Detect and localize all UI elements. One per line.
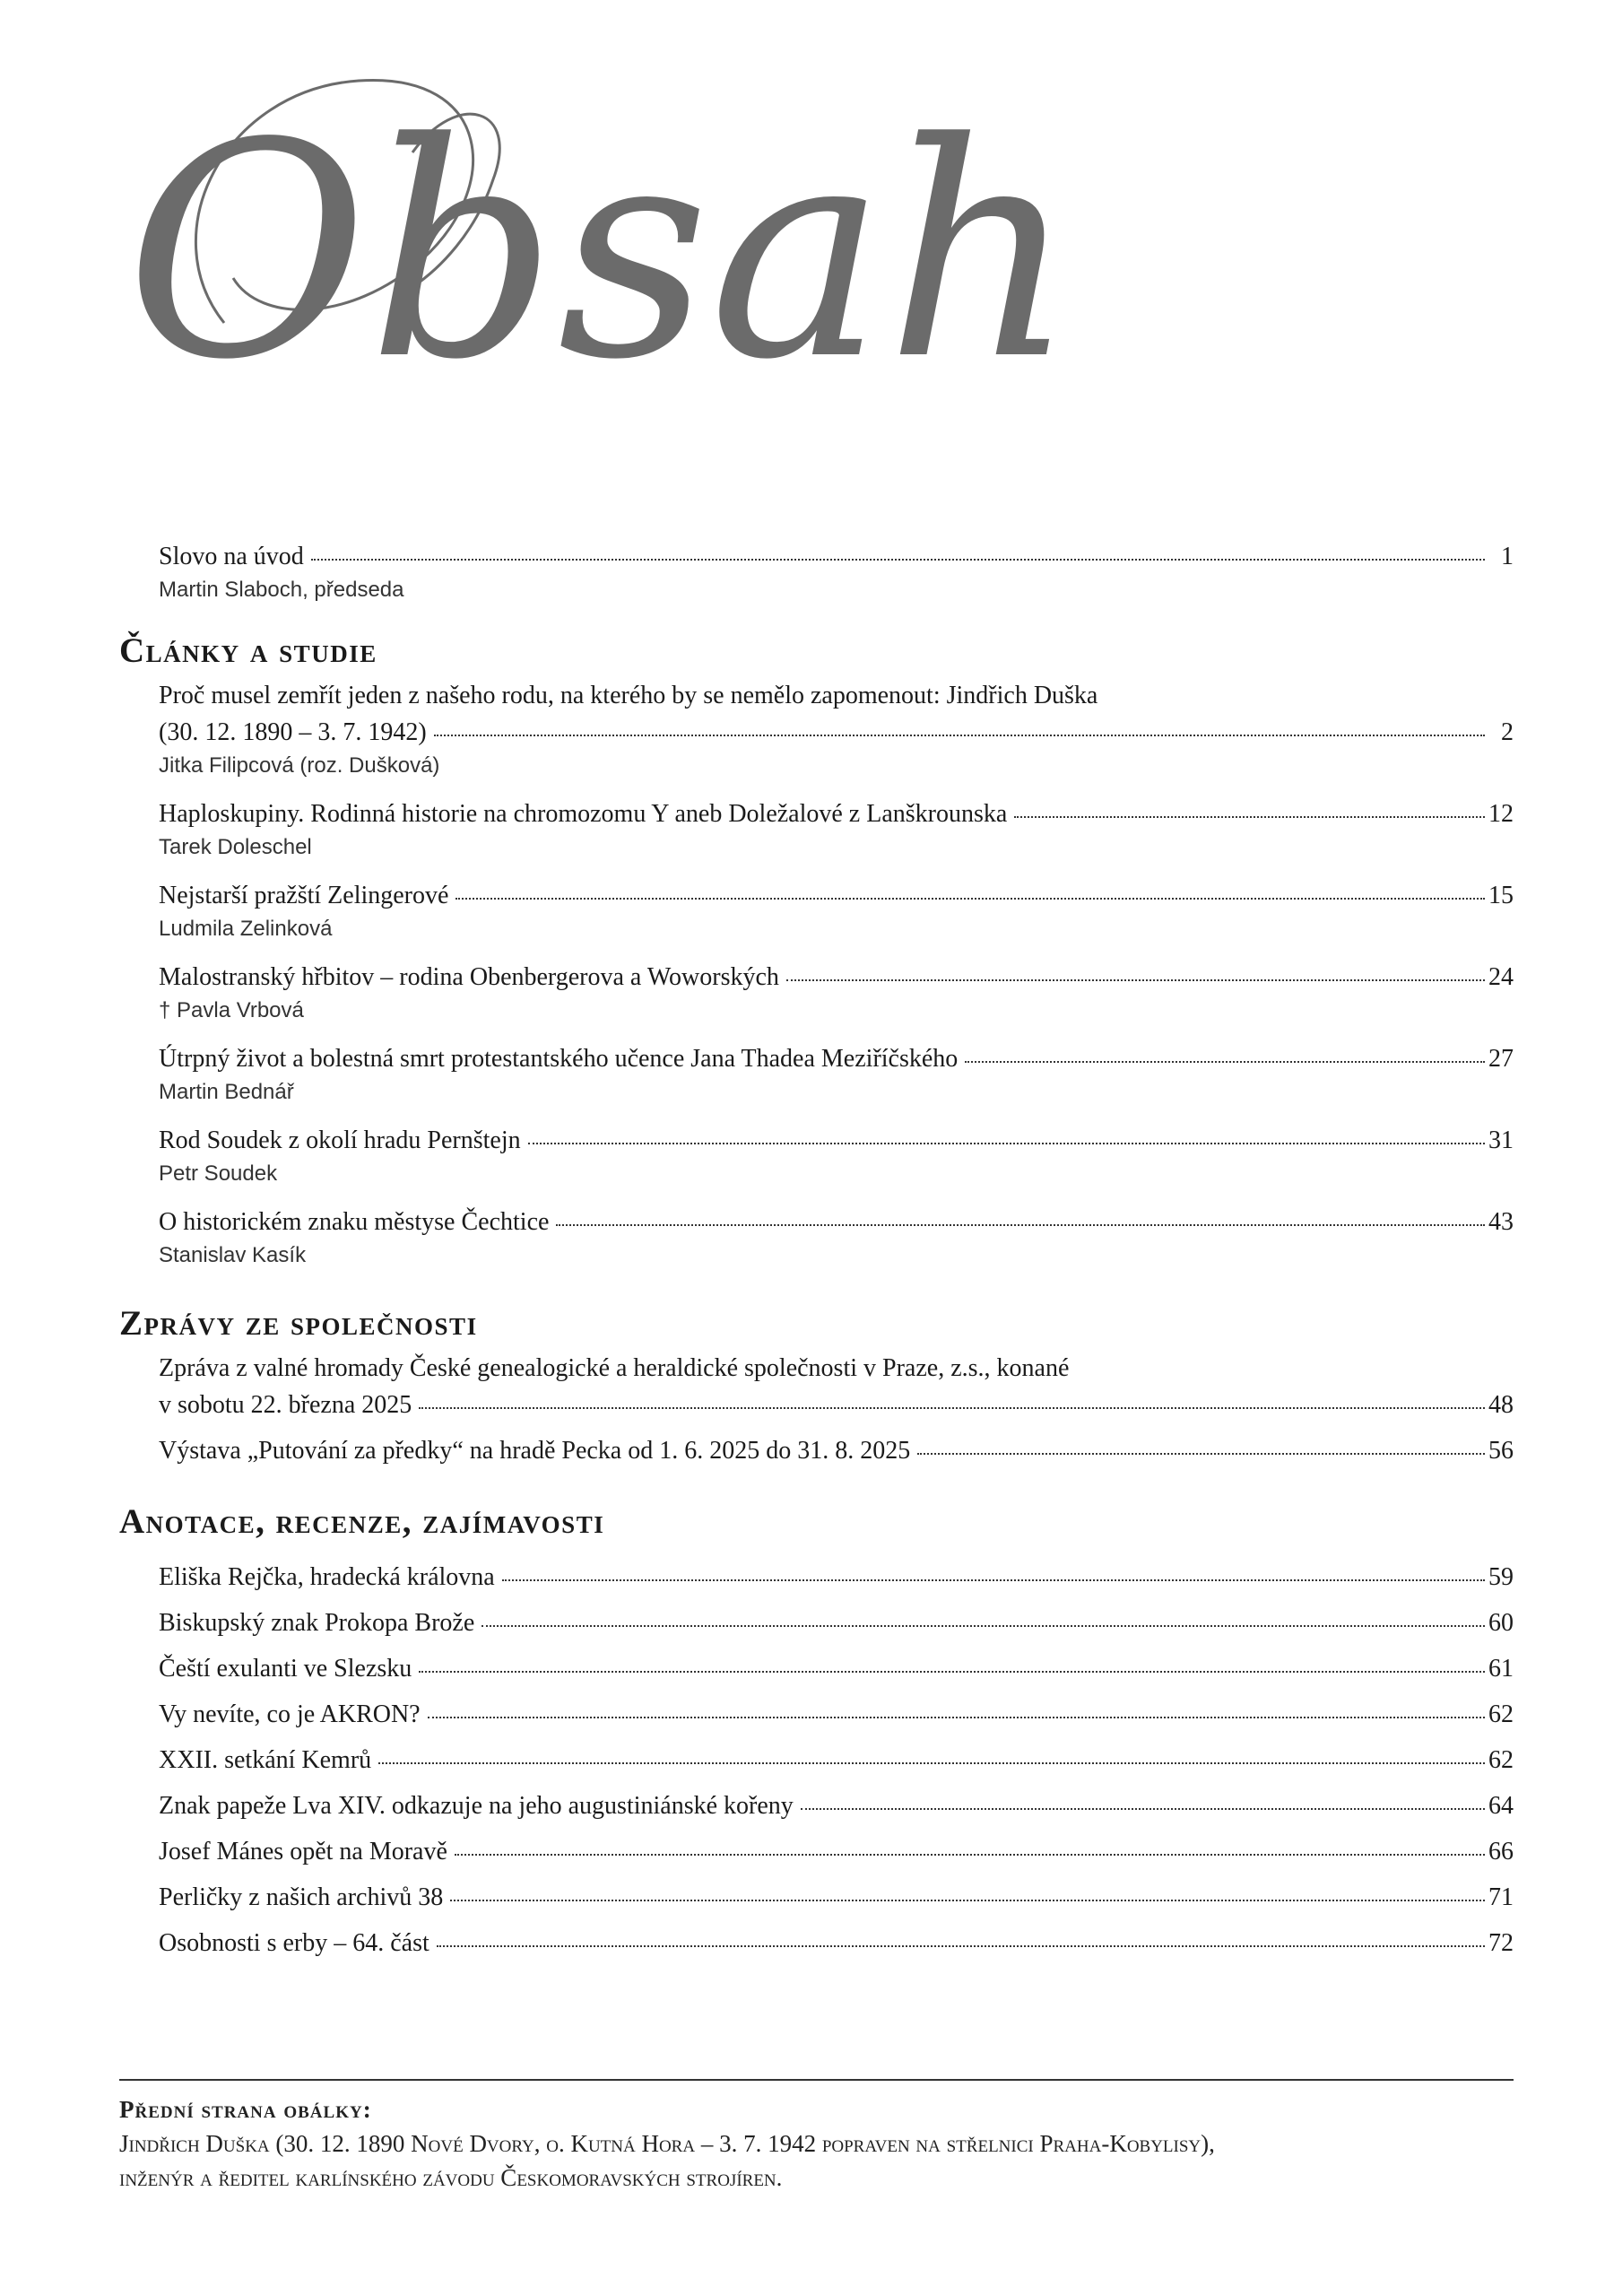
dot-leader <box>437 1944 1485 1947</box>
entry-title: Nejstarší pražští Zelingerové <box>159 882 449 909</box>
dot-leader <box>801 1807 1485 1810</box>
entry-author: Petr Soudek <box>159 1161 278 1186</box>
entry-title: Slovo na úvod <box>159 543 304 570</box>
entry-page: 64 <box>1488 1792 1514 1820</box>
toc-entry[interactable] <box>159 1742 1514 1779</box>
toc-entry[interactable] <box>159 1787 1514 1824</box>
entry-title: XXII. setkání Kemrů <box>159 1746 372 1774</box>
entry-title: Eliška Rejčka, hradecká královna <box>159 1563 495 1591</box>
toc-entry[interactable] <box>159 796 1514 863</box>
dot-leader <box>786 978 1485 981</box>
entry-page: 27 <box>1488 1045 1514 1073</box>
entry-page: 71 <box>1488 1883 1514 1911</box>
dot-leader <box>311 558 1485 561</box>
entry-title: Vy nevíte, co je AKRON? <box>159 1700 421 1728</box>
entry-author: Martin Bednář <box>159 1080 294 1104</box>
entry-page: 12 <box>1488 800 1514 828</box>
entry-title: (30. 12. 1890 – 3. 7. 1942) <box>159 718 427 746</box>
toc-entry[interactable] <box>159 1925 1514 1961</box>
toc-entry[interactable] <box>159 1650 1514 1687</box>
dot-leader <box>1014 815 1485 818</box>
entry-title: O historickém znaku městyse Čechtice <box>159 1208 550 1236</box>
entry-page: 56 <box>1488 1437 1514 1465</box>
section-heading: Anotace, recenze, zajímavosti <box>119 1502 605 1541</box>
entry-page: 2 <box>1501 718 1514 746</box>
dot-leader <box>378 1761 1485 1764</box>
entry-author: Stanislav Kasík <box>159 1243 307 1267</box>
entry-title-line: Zpráva z valné hromady České genealogické a heraldické společnosti v Praze, z.s., konané <box>159 1354 1070 1382</box>
cover-note-line: Jindřich Duška (30. 12. 1890 Nové Dvory, o. Kutná Hora – 3. 7. 1942 popraven na střelnici Praha-Kobylisy), <box>119 2130 1215 2157</box>
entry-author: † Pavla Vrbová <box>159 998 304 1022</box>
dot-leader <box>556 1223 1485 1226</box>
section-heading: Články a studie <box>119 631 377 670</box>
toc-entry[interactable] <box>159 1204 1514 1271</box>
entry-author: Jitka Filipcová (roz. Dušková) <box>159 753 440 778</box>
section-heading: Zprávy ze společnosti <box>119 1304 478 1343</box>
entry-title: Malostranský hřbitov – rodina Obenbergerova a Woworských <box>159 963 779 991</box>
toc-entry[interactable] <box>159 1559 1514 1596</box>
cover-note-line: inženýr a ředitel karlínského závodu Českomoravských strojíren. <box>119 2164 783 2191</box>
entry-page: 66 <box>1488 1838 1514 1866</box>
entry-page: 24 <box>1488 963 1514 991</box>
toc-entry[interactable] <box>159 1122 1514 1189</box>
entry-title: Útrpný život a bolestná smrt protestantského učence Jana Thadea Meziříčského <box>159 1045 959 1073</box>
dot-leader <box>528 1142 1485 1144</box>
entry-page: 31 <box>1488 1126 1514 1154</box>
toc-entry[interactable] <box>159 877 1514 944</box>
toc-entry[interactable] <box>159 959 1514 1026</box>
dot-leader <box>419 1670 1485 1673</box>
entry-page: 43 <box>1488 1208 1514 1236</box>
toc-entry[interactable] <box>159 1833 1514 1870</box>
dot-leader <box>455 897 1485 900</box>
intro-entry[interactable] <box>159 538 1514 605</box>
toc-entry[interactable] <box>159 1432 1514 1469</box>
entry-title: Rod Soudek z okolí hradu Pernštejn <box>159 1126 521 1154</box>
entry-title: Perličky z našich archivů 38 <box>159 1883 444 1911</box>
entry-author: Ludmila Zelinková <box>159 917 333 941</box>
toc-entry[interactable] <box>159 1605 1514 1641</box>
dot-leader <box>482 1624 1485 1627</box>
entry-title: v sobotu 22. března 2025 <box>159 1391 412 1419</box>
dot-leader <box>917 1452 1485 1455</box>
table-of-contents <box>119 538 1514 1961</box>
dot-leader <box>428 1716 1485 1718</box>
dot-leader <box>450 1899 1485 1901</box>
dot-leader <box>419 1406 1485 1409</box>
dot-leader <box>965 1060 1485 1063</box>
entry-title: Biskupský znak Prokopa Brože <box>159 1609 475 1637</box>
title-text: Obsah <box>126 80 1077 424</box>
entry-title: Josef Mánes opět na Moravě <box>159 1838 447 1866</box>
cover-note <box>119 2092 1514 2195</box>
divider-line <box>119 2079 1514 2081</box>
entry-page: 62 <box>1488 1746 1514 1774</box>
entry-author: Martin Slaboch, předseda <box>159 578 404 602</box>
cover-note-label: Přední strana obálky: <box>119 2096 372 2123</box>
entry-author: Tarek Doleschel <box>159 835 312 859</box>
dot-leader <box>455 1853 1485 1856</box>
entry-page: 59 <box>1488 1563 1514 1591</box>
toc-entry[interactable] <box>159 1350 1514 1423</box>
entry-page: 61 <box>1488 1655 1514 1683</box>
dot-leader <box>434 734 1485 736</box>
dot-leader <box>502 1578 1485 1581</box>
page-title <box>117 54 1077 430</box>
entry-title-line: Proč musel zemřít jeden z našeho rodu, na kterého by se nemělo zapomenout: Jindřich Duška <box>159 682 1098 709</box>
toc-entry[interactable] <box>159 1696 1514 1733</box>
entry-page: 1 <box>1501 543 1514 570</box>
entry-page: 60 <box>1488 1609 1514 1637</box>
toc-entry[interactable] <box>159 1040 1514 1108</box>
entry-title: Znak papeže Lva XIV. odkazuje na jeho augustiniánské kořeny <box>159 1792 794 1820</box>
entry-title: Osobnosti s erby – 64. část <box>159 1929 429 1957</box>
entry-page: 72 <box>1488 1929 1514 1957</box>
entry-page: 48 <box>1488 1391 1514 1419</box>
toc-entry[interactable] <box>159 1879 1514 1916</box>
entry-title: Haploskupiny. Rodinná historie na chromozomu Y aneb Doležalové z Lanškrounska <box>159 800 1008 828</box>
entry-title: Čeští exulanti ve Slezsku <box>159 1655 412 1683</box>
entry-page: 15 <box>1488 882 1514 909</box>
entry-title: Výstava „Putování za předky“ na hradě Pecka od 1. 6. 2025 do 31. 8. 2025 <box>159 1437 911 1465</box>
entry-page: 62 <box>1488 1700 1514 1728</box>
toc-entry[interactable] <box>159 677 1514 781</box>
